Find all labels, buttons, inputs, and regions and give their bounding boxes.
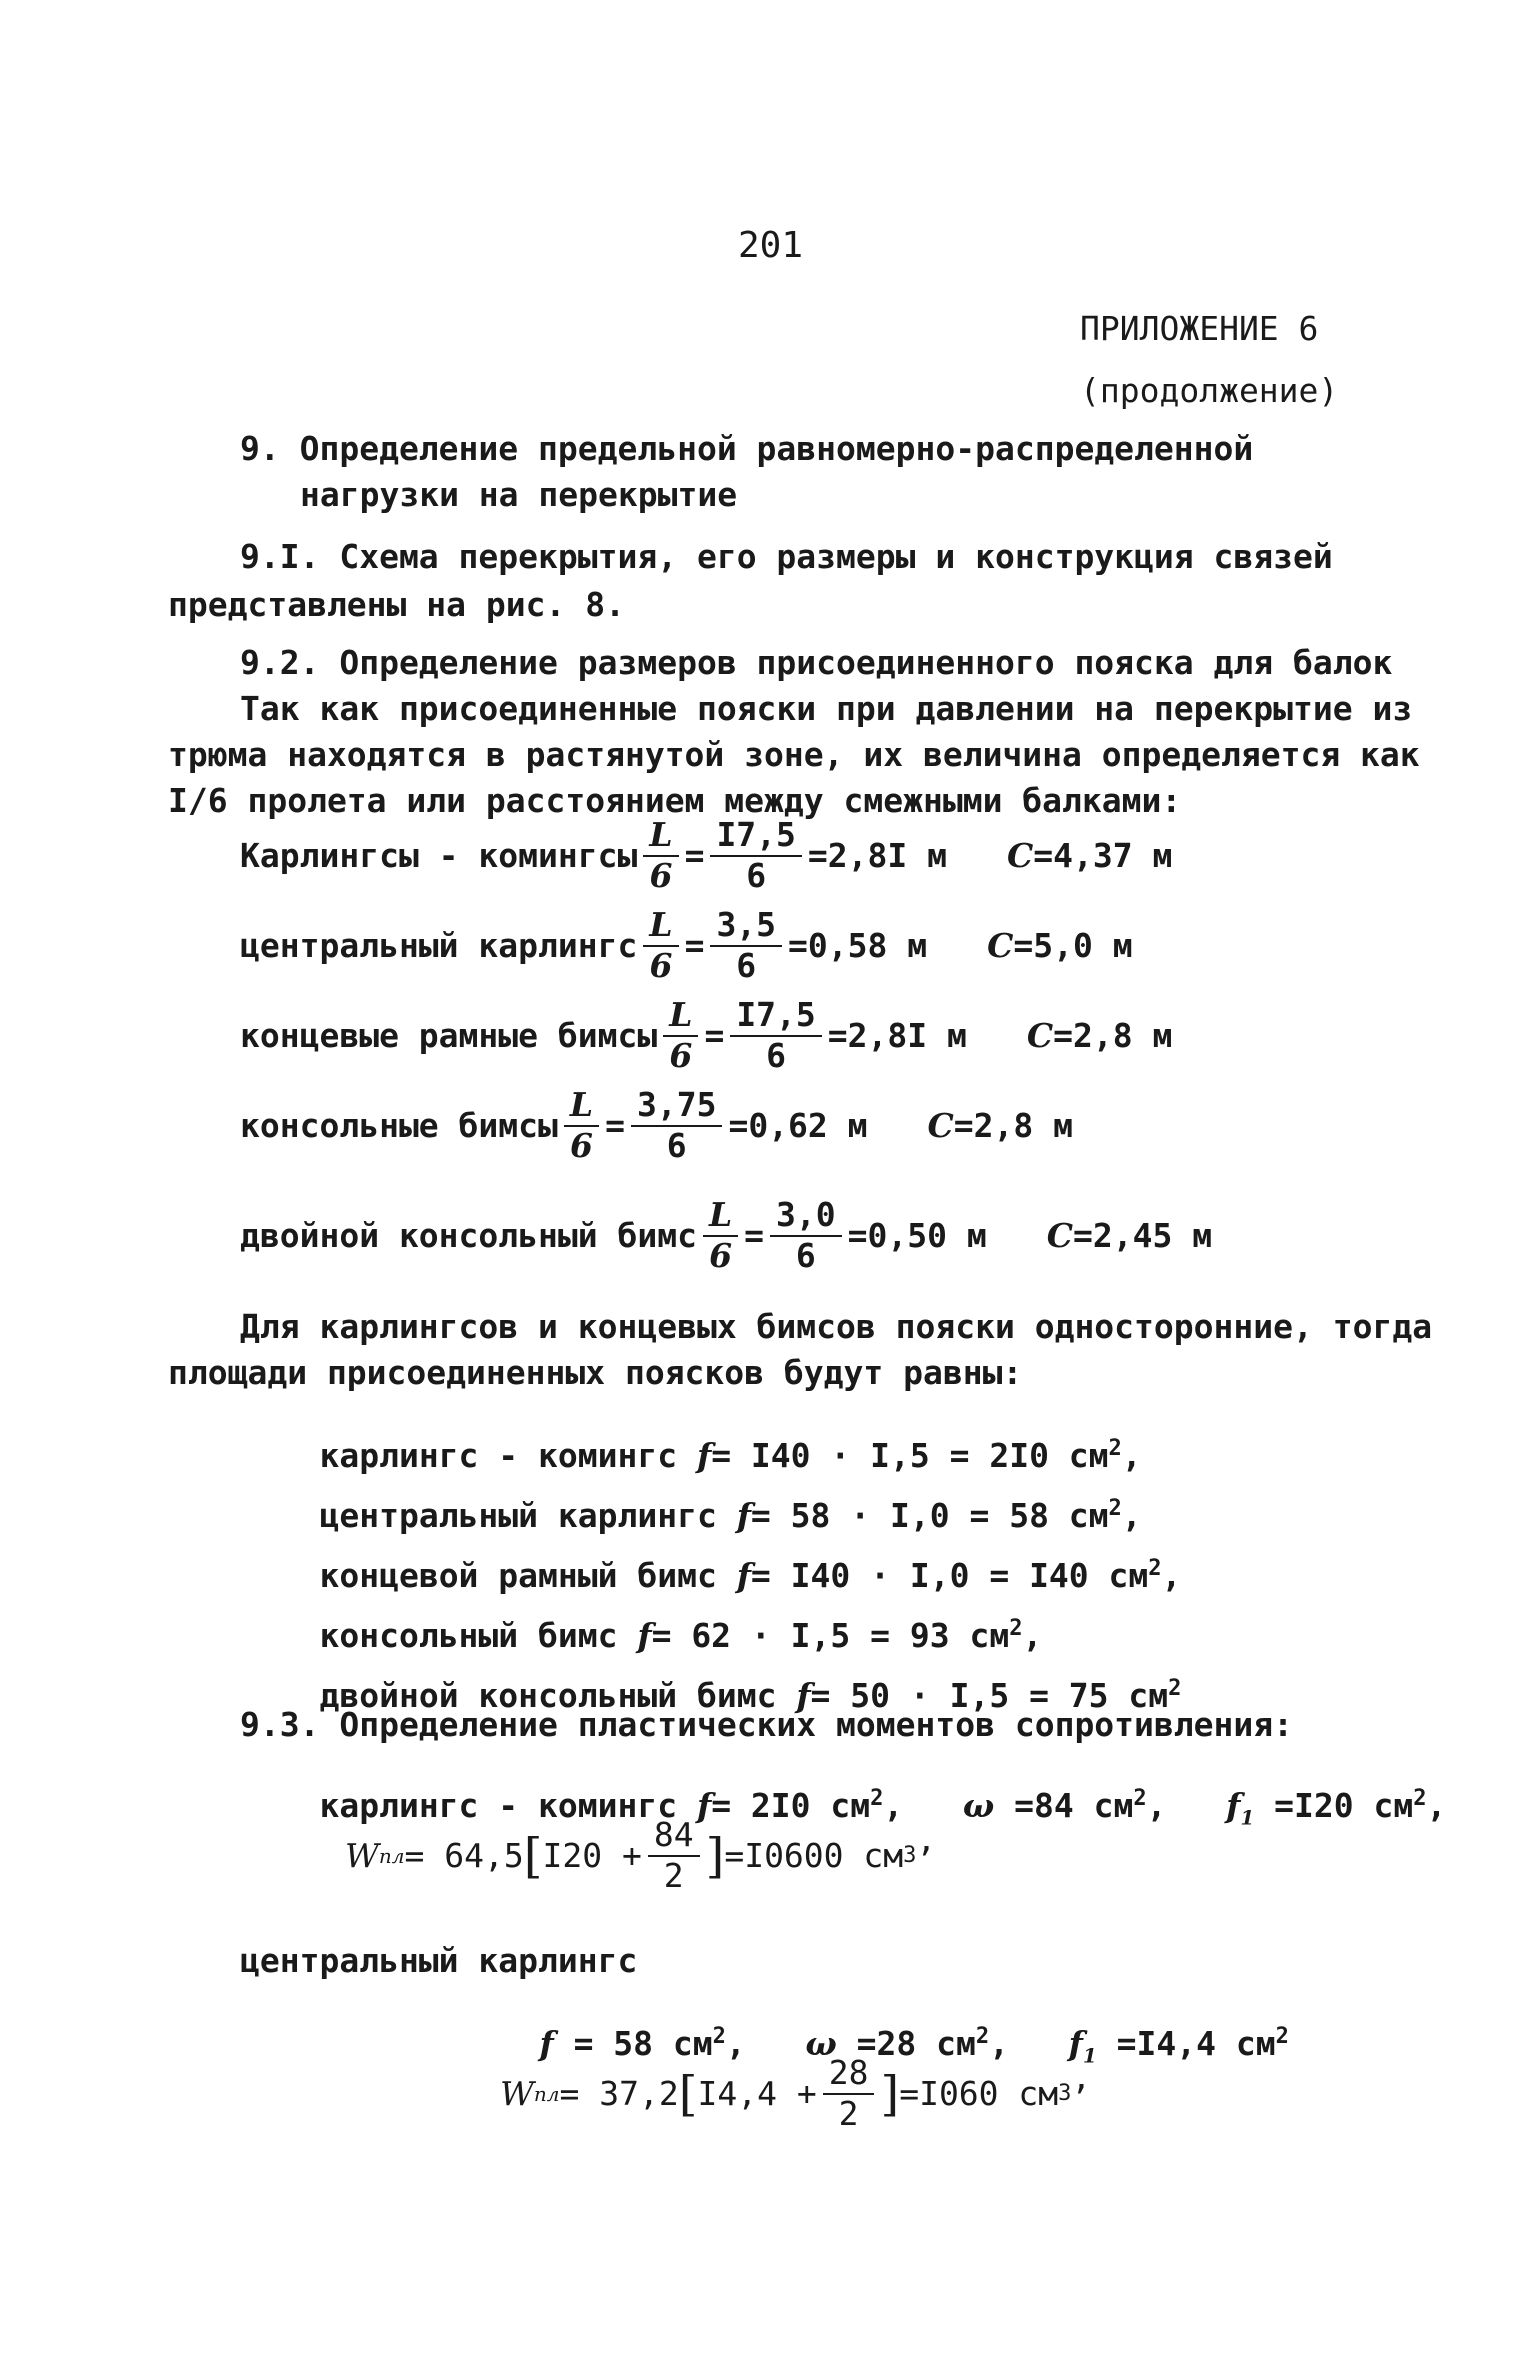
c-symbol: C xyxy=(1046,1216,1073,1256)
area-row: карлингс - комингс f= I40 · I,5 = 2I0 $см^2$, xyxy=(319,1436,1142,1475)
section-9-2-title: 9.2. Определение размеров присоединенного пояска для балок xyxy=(240,643,1393,682)
row-result: =2,8I м xyxy=(827,1016,967,1056)
c-value: =2,8 м xyxy=(1053,1016,1173,1056)
girder-row xyxy=(240,1085,1074,1165)
section-9-2-para-line2: трюма находятся в растянутой зоне, их величина определяется как xyxy=(168,735,1420,774)
section-9-title-line2: нагрузки на перекрытие xyxy=(300,475,738,514)
section-9-1-line1: 9.I. Схема перекрытия, его размеры и конструкция связей xyxy=(240,537,1333,576)
c-value: =5,0 м xyxy=(1013,926,1133,966)
c-value: =4,37 м xyxy=(1033,836,1173,876)
span-fraction: $\frac{L}{6}$ xyxy=(564,1088,599,1163)
value-fraction: $\frac{3,75}{6}$ xyxy=(631,1088,722,1163)
section-9-2-para2-line1: Для карлингсов и концевых бимсов пояски односторонние, тогда xyxy=(240,1307,1433,1346)
c-symbol: C xyxy=(1026,1016,1054,1056)
row-label: двойной консольный бимс xyxy=(240,1216,697,1256)
c-symbol: C xyxy=(927,1106,954,1146)
row-result: =0,50 м xyxy=(847,1216,987,1256)
row-label: консольные бимсы xyxy=(240,1106,558,1146)
value-fraction: $\frac{3,0}{6}$ xyxy=(770,1198,842,1273)
coaming-girder-params: карлингс - комингс f= 2I0 $см^2$, ω =84 $см^2$, $f_1 =I20$ $см^2$, xyxy=(319,1786,1447,1830)
value-fraction: $\frac{I7,5}{6}$ xyxy=(710,818,801,893)
row-result: =0,58 м xyxy=(788,926,928,966)
girder-row xyxy=(240,905,1133,985)
row-label: центральный карлингс xyxy=(240,926,638,966)
row-label: концевые рамные бимсы xyxy=(240,1016,658,1056)
section-9-title-line1: 9. Определение предельной равномерно-распределенной xyxy=(240,429,1254,468)
span-fraction: $\frac{L}{6}$ xyxy=(643,818,678,893)
section-9-1-line2: представлены на рис. 8. xyxy=(168,585,625,624)
girder-row xyxy=(240,815,1173,895)
plastic-modulus-formula-1: W пл = 64,5 [ I20 + $\frac{84}{2}$ ] =I0600 см 3 , xyxy=(345,1815,937,1895)
girder-row xyxy=(240,1195,1213,1275)
c-symbol: C xyxy=(1007,836,1034,876)
central-girder-params: f = 58 $см^2$, ω =28 $см^2$, $f_1 =I4,4$ $см^2$ xyxy=(539,2024,1289,2068)
section-9-3-title: 9.3. Определение пластических моментов сопротивления: xyxy=(240,1705,1293,1744)
row-result: =2,8I м xyxy=(807,836,947,876)
area-row: центральный карлингс f= 58 · I,0 = 58 $см^2$, xyxy=(319,1496,1142,1535)
value-fraction: $\frac{3,5}{6}$ xyxy=(710,908,782,983)
c-value: =2,8 м xyxy=(953,1106,1074,1146)
page-number: 201 xyxy=(738,225,804,266)
section-9-2-para2-line2: площади присоединенных поясков будут равны: xyxy=(168,1353,1023,1392)
c-symbol: C xyxy=(987,926,1014,966)
equals-sign: = xyxy=(605,1106,625,1146)
area-row: концевой рамный бимс f= I40 · I,0 = I40 $см^2$, xyxy=(319,1556,1182,1595)
c-value: =2,45 м xyxy=(1073,1216,1213,1256)
appendix-label: ПРИЛОЖЕНИЕ 6 xyxy=(1080,309,1319,348)
equals-sign: = xyxy=(684,926,705,966)
section-9-2-para-line3: I/6 пролета или расстоянием между смежными балками: xyxy=(168,781,1182,820)
appendix-continued: (продолжение) xyxy=(1080,371,1339,410)
span-fraction: $\frac{L}{6}$ xyxy=(663,998,698,1073)
section-9-2-para-line1: Так как присоединенные пояски при давлении на перекрытие из xyxy=(240,689,1413,728)
area-row: двойной консольный бимс f= 50 · I,5 = 75 $см^2$ xyxy=(319,1676,1182,1715)
value-fraction: $\frac{I7,5}{6}$ xyxy=(730,998,821,1073)
row-label: Карлингсы - комингсы xyxy=(240,836,638,876)
equals-sign: = xyxy=(744,1216,765,1256)
span-fraction: $\frac{L}{6}$ xyxy=(703,1198,738,1273)
equals-sign: = xyxy=(704,1016,725,1056)
equals-sign: = xyxy=(684,836,705,876)
area-row: консольный бимс f= 62 · I,5 = 93 $см^2$, xyxy=(319,1616,1043,1655)
row-result: =0,62 м xyxy=(728,1106,868,1146)
span-fraction: $\frac{L}{6}$ xyxy=(643,908,678,983)
girder-row xyxy=(240,995,1173,1075)
central-girder-label: центральный карлингс xyxy=(240,1941,638,1980)
plastic-modulus-formula-2: W пл = 37,2 [ I4,4 + $\frac{28}{2}$ ] =I060 см 3 , xyxy=(500,2053,1092,2133)
